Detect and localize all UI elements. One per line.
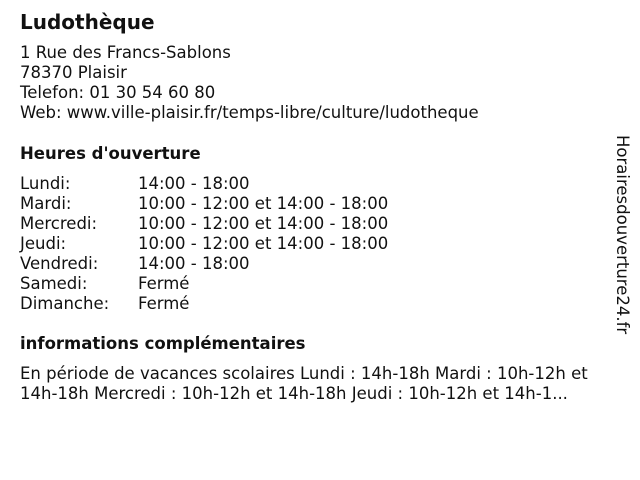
time-value: 10:00 - 12:00 et 14:00 - 18:00 [138,234,389,253]
phone-line: Telefon: 01 30 54 60 80 [20,83,216,102]
day-label: Mercredi: [20,214,98,233]
address-line-street: 1 Rue des Francs-Sablons [20,43,231,62]
hours-heading: Heures d'ouverture [20,144,201,163]
address-line-city: 78370 Plaisir [20,63,127,82]
time-value: 10:00 - 12:00 et 14:00 - 18:00 [138,214,389,233]
time-value: 14:00 - 18:00 [138,254,250,273]
info-heading: informations complémentaires [20,334,306,353]
info-text [20,364,630,404]
day-label: Mardi: [20,194,72,213]
info-line: 14h-18h Mercredi : 10h-12h et 14h-18h Jeudi : 10h-12h et 14h-1... [20,384,568,403]
day-label: Vendredi: [20,254,99,273]
address-block [20,43,479,123]
time-value: Fermé [138,294,190,313]
day-label: Jeudi: [20,234,67,253]
time-value: 14:00 - 18:00 [138,174,250,193]
time-value: 10:00 - 12:00 et 14:00 - 18:00 [138,194,389,213]
venue-title: Ludothèque [20,10,155,34]
day-label: Dimanche: [20,294,110,313]
watermark-text: Horairesdouverture24.fr [613,135,632,335]
info-line: En période de vacances scolaires Lundi : 14h-18h Mardi : 10h-12h et [20,364,588,383]
day-label: Lundi: [20,174,71,193]
time-value: Fermé [138,274,190,293]
web-line: Web: www.ville-plaisir.fr/temps-libre/culture/ludotheque [20,103,479,122]
day-label: Samedi: [20,274,88,293]
